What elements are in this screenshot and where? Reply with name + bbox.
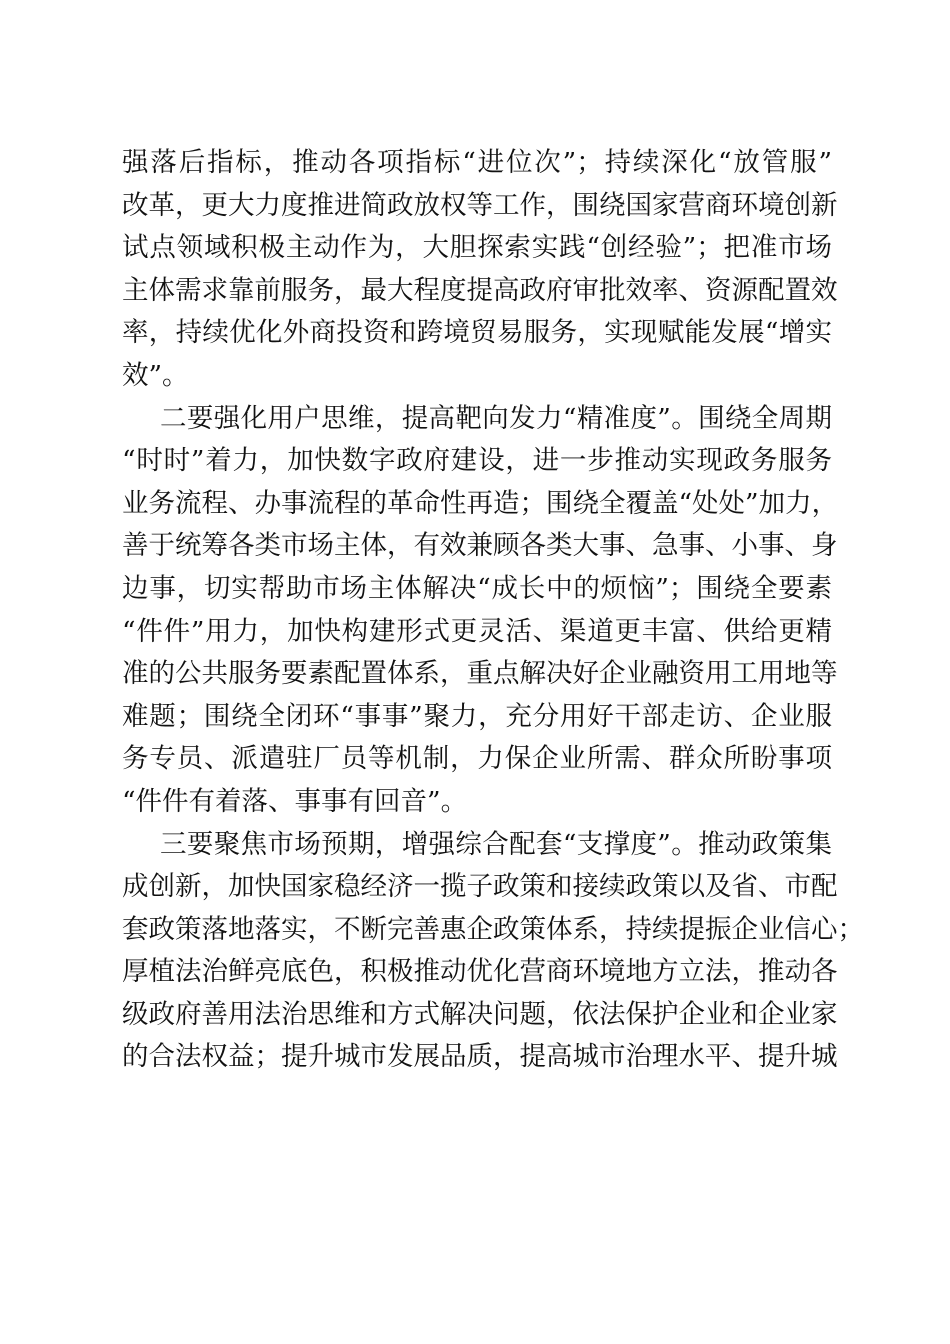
text-line: 准的公共服务要素配置体系，重点解决好企业融资用工用地等 bbox=[122, 658, 838, 690]
text-line: 边事，切实帮助市场主体解决“成长中的烦恼”；围绕全要素 bbox=[122, 572, 832, 604]
text-line: 务专员、派遣驻厂员等机制，力保企业所需、群众所盼事项 bbox=[122, 743, 832, 775]
text-line: “时时”着力，加快数字政府建设，进一步推动实现政务服务 bbox=[122, 445, 832, 477]
document-body bbox=[122, 142, 864, 1079]
text-line: “件件”用力，加快构建形式更灵活、渠道更丰富、供给更精 bbox=[122, 615, 832, 647]
text-line: “件件有着落、事事有回音”。 bbox=[122, 785, 468, 817]
text-line: 主体需求靠前服务，最大程度提高政府审批效率、资源配置效 bbox=[122, 274, 838, 306]
text-line: 套政策落地落实，不断完善惠企政策体系，持续提振企业信心； bbox=[122, 913, 864, 945]
text-line: 试点领域积极主动作为，大胆探索实践“创经验”；把准市场 bbox=[122, 232, 832, 264]
text-line: 效”。 bbox=[122, 359, 189, 391]
text-line: 难题；围绕全闭环“事事”聚力，充分用好干部走访、企业服 bbox=[122, 700, 832, 732]
text-line: 成创新，加快国家稳经济一揽子政策和接续政策以及省、市配 bbox=[122, 871, 838, 903]
text-line: 的合法权益；提升城市发展品质，提高城市治理水平、提升城 bbox=[122, 1041, 838, 1073]
text-line: 业务流程、办事流程的革命性再造；围绕全覆盖“处处”加力， bbox=[122, 487, 839, 519]
text-line: 率，持续优化外商投资和跨境贸易服务，实现赋能发展“增实 bbox=[122, 317, 832, 349]
paragraph-start-line: 二要强化用户思维，提高靶向发力“精准度”。围绕全周期 bbox=[160, 402, 832, 434]
text-line: 强落后指标，推动各项指标“进位次”；持续深化“放管服” bbox=[122, 147, 832, 178]
text-line: 级政府善用法治思维和方式解决问题，依法保护企业和企业家 bbox=[122, 998, 838, 1030]
text-line: 厚植法治鲜亮底色，积极推动优化营商环境地方立法，推动各 bbox=[122, 956, 838, 988]
text-line: 改革，更大力度推进简政放权等工作，围绕国家营商环境创新 bbox=[122, 189, 838, 221]
paragraph-start-line: 三要聚焦市场预期，增强综合配套“支撑度”。推动政策集 bbox=[160, 828, 832, 860]
text-line: 善于统筹各类市场主体，有效兼顾各类大事、急事、小事、身 bbox=[122, 530, 838, 562]
